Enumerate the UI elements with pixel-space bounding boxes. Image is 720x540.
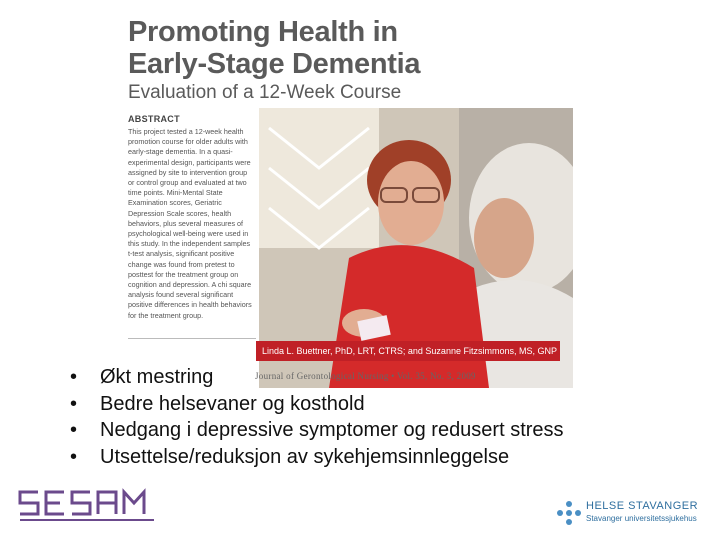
article-title-line-2: Early-Stage Dementia — [128, 48, 421, 80]
bullet-item — [70, 417, 564, 444]
bullet-item — [70, 391, 564, 418]
bullet-text: Nedgang i depressive symptomer og redusert stress — [100, 419, 564, 441]
journal-citation: Journal of Gerontological Nursing • Vol. 35, No. 3, 2009 — [255, 371, 476, 381]
sesam-logo-mark — [16, 488, 158, 528]
article-title-line-1: Promoting Health in — [128, 16, 398, 48]
sesam-logo — [16, 488, 158, 528]
author-credit-bar: Linda L. Buettner, PhD, LRT, CTRS; and Suzanne Fitzsimmons, MS, GNP — [256, 341, 560, 361]
helse-cross-icon — [556, 500, 582, 528]
abstract-heading: ABSTRACT — [128, 114, 180, 124]
bullet-item — [70, 444, 564, 471]
abstract-text: This project tested a 12-week health promotion course for older adults with early-stage dementia. In a quasi-experimental design, participants were assigned by site to intervention group or control group and evaluated at two time points. Mini-Mental State Examination scores, Geriatric Depression Scale scores, health behaviors, plus several measures of psychological well-being were used in this study. In the independent samples t-test analysis, significant positive change was found from pretest to posttest for the treatment group on cognition and depression. A chi square analysis found several significant positive differences in health behaviors for the treatment group. — [128, 127, 252, 320]
article-scan — [118, 8, 578, 390]
article-title — [128, 16, 568, 80]
helse-stavanger-logo — [556, 500, 706, 528]
bullet-marker: • — [70, 445, 78, 468]
bullet-marker: • — [70, 392, 78, 415]
article-subtitle: Evaluation of a 12-Week Course — [128, 82, 402, 103]
bullet-item — [70, 364, 564, 391]
helse-name: HELSE STAVANGER — [586, 500, 699, 512]
helse-subtitle: Stavanger universitetssjukehus — [586, 514, 697, 523]
bullet-marker: • — [70, 366, 78, 388]
bullet-text: Bedre helsevaner og kosthold — [100, 392, 365, 415]
bullet-text: Økt mestring — [100, 366, 214, 388]
bullet-list — [70, 364, 564, 470]
bullet-text: Utsettelse/reduksjon av sykehjemsinnleggelse — [100, 445, 510, 468]
abstract-divider — [128, 338, 256, 339]
bullet-marker: • — [70, 419, 78, 441]
